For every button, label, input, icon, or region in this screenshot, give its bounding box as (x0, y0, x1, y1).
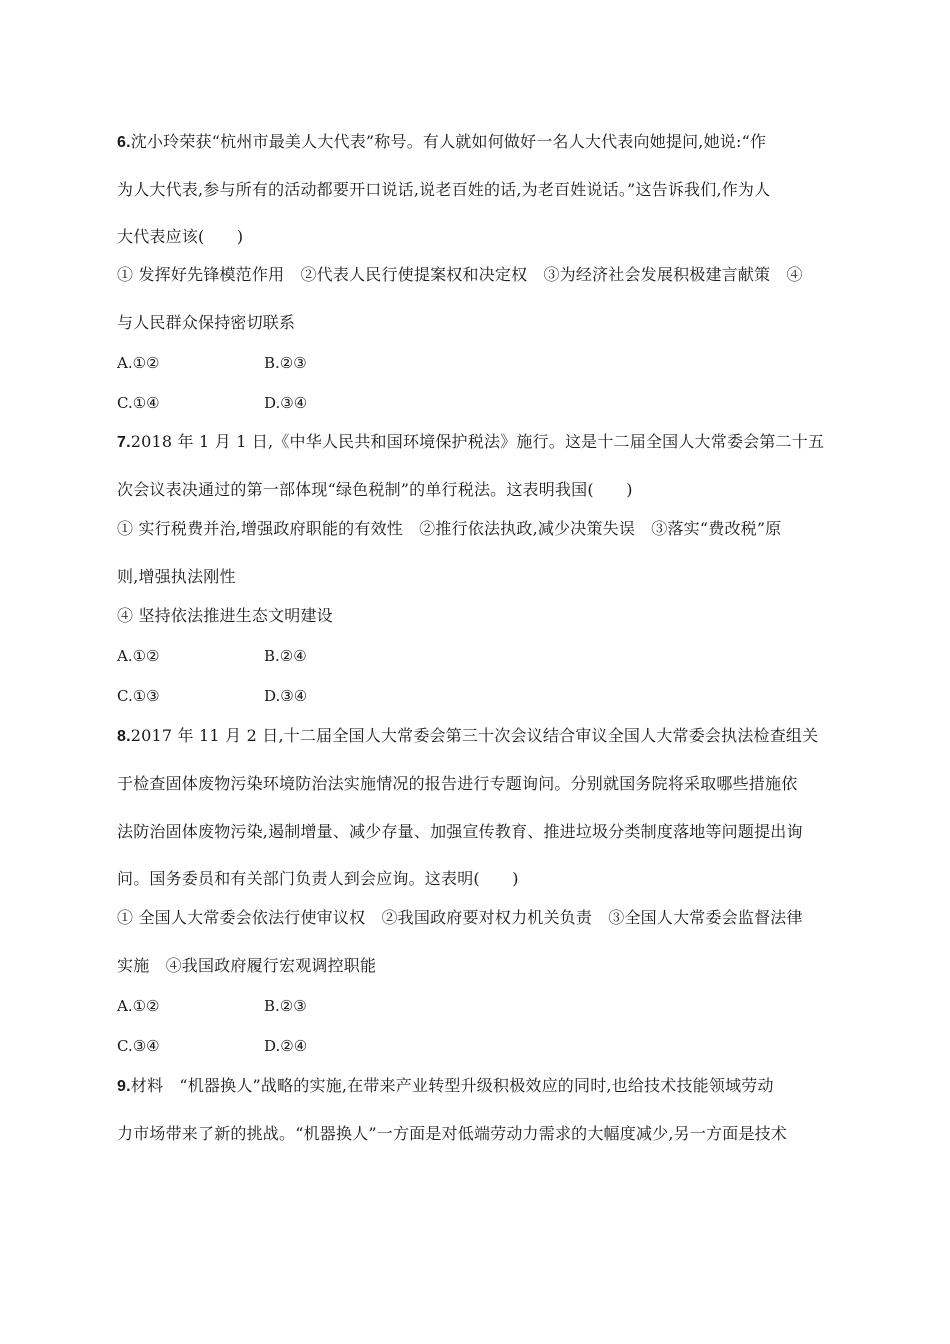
option-c: C.③④ (117, 1037, 160, 1055)
statement-line: 则,增强执法刚性 (117, 567, 236, 586)
question-stem-line: 7.2018 年 1 月 1 日,《中华人民共和国环境保护税法》施行。这是十二届全国人大常委会第二十五 (117, 432, 825, 451)
statement-line: 实施 ④我国政府履行宏观调控职能 (117, 956, 377, 975)
question-stem-line: 为人大代表,参与所有的活动都要开口说话,说老百姓的话,为老百姓说话。”这告诉我们,作为人 (117, 180, 771, 199)
question-stem-line: 于检查固体废物污染环境防治法实施情况的报告进行专题询问。分别就国务院将采取哪些措施依 (117, 774, 798, 793)
option-a: A.①② (117, 647, 160, 665)
option-b: B.②④ (264, 647, 307, 665)
option-b: B.②③ (264, 997, 307, 1015)
question-number: 8. (117, 728, 131, 745)
statement-line: ① 实行税费并治,增强政府职能的有效性 ②推行依法执政,减少决策失误 ③落实“费改税”原 (117, 519, 782, 538)
statement-line: ① 全国人大常委会依法行使审议权 ②我国政府要对权力机关负责 ③全国人大常委会监督法律 (117, 908, 803, 927)
question-stem-line: 9.材料 “机器换人”战略的实施,在带来产业转型升级积极效应的同时,也给技术技能领域劳动 (117, 1076, 774, 1095)
option-c: C.①③ (117, 687, 160, 705)
question-number: 9. (117, 1078, 131, 1095)
option-d: D.③④ (264, 687, 308, 705)
option-b: B.②③ (264, 354, 307, 372)
question-stem-line: 8.2017 年 11 月 2 日,十二届全国人大常委会第三十次会议结合审议全国人大常委会执法检查组关 (117, 726, 819, 745)
option-c: C.①④ (117, 394, 160, 412)
question-number: 7. (117, 434, 131, 451)
question-stem-line: 次会议表决通过的第一部体现“绿色税制”的单行税法。这表明我国( ) (117, 480, 633, 499)
question-stem-line: 力市场带来了新的挑战。“机器换人”一方面是对低端劳动力需求的大幅度减少,另一方面是技术 (117, 1124, 788, 1143)
option-a: A.①② (117, 354, 160, 372)
option-a: A.①② (117, 997, 160, 1015)
statement-line: ④ 坚持依法推进生态文明建设 (117, 606, 333, 625)
question-stem-line: 问。国务委员和有关部门负责人到会应询。这表明( ) (117, 869, 519, 888)
option-d: D.③④ (264, 394, 308, 412)
question-number: 6. (117, 134, 131, 151)
question-stem-line: 法防治固体废物污染,遏制增量、减少存量、加强宣传教育、推进垃圾分类制度落地等问题提出询 (117, 822, 803, 841)
statement-line: 与人民群众保持密切联系 (117, 313, 296, 332)
question-stem-line: 6.沈小玲荣获“杭州市最美人大代表”称号。有人就如何做好一名人大代表向她提问,她说:“作 (117, 132, 767, 151)
statement-line: ① 发挥好先锋模范作用 ②代表人民行使提案权和决定权 ③为经济社会发展积极建言献策 ④ (117, 265, 803, 284)
option-d: D.②④ (264, 1037, 308, 1055)
question-stem-line: 大代表应该( ) (117, 227, 244, 246)
